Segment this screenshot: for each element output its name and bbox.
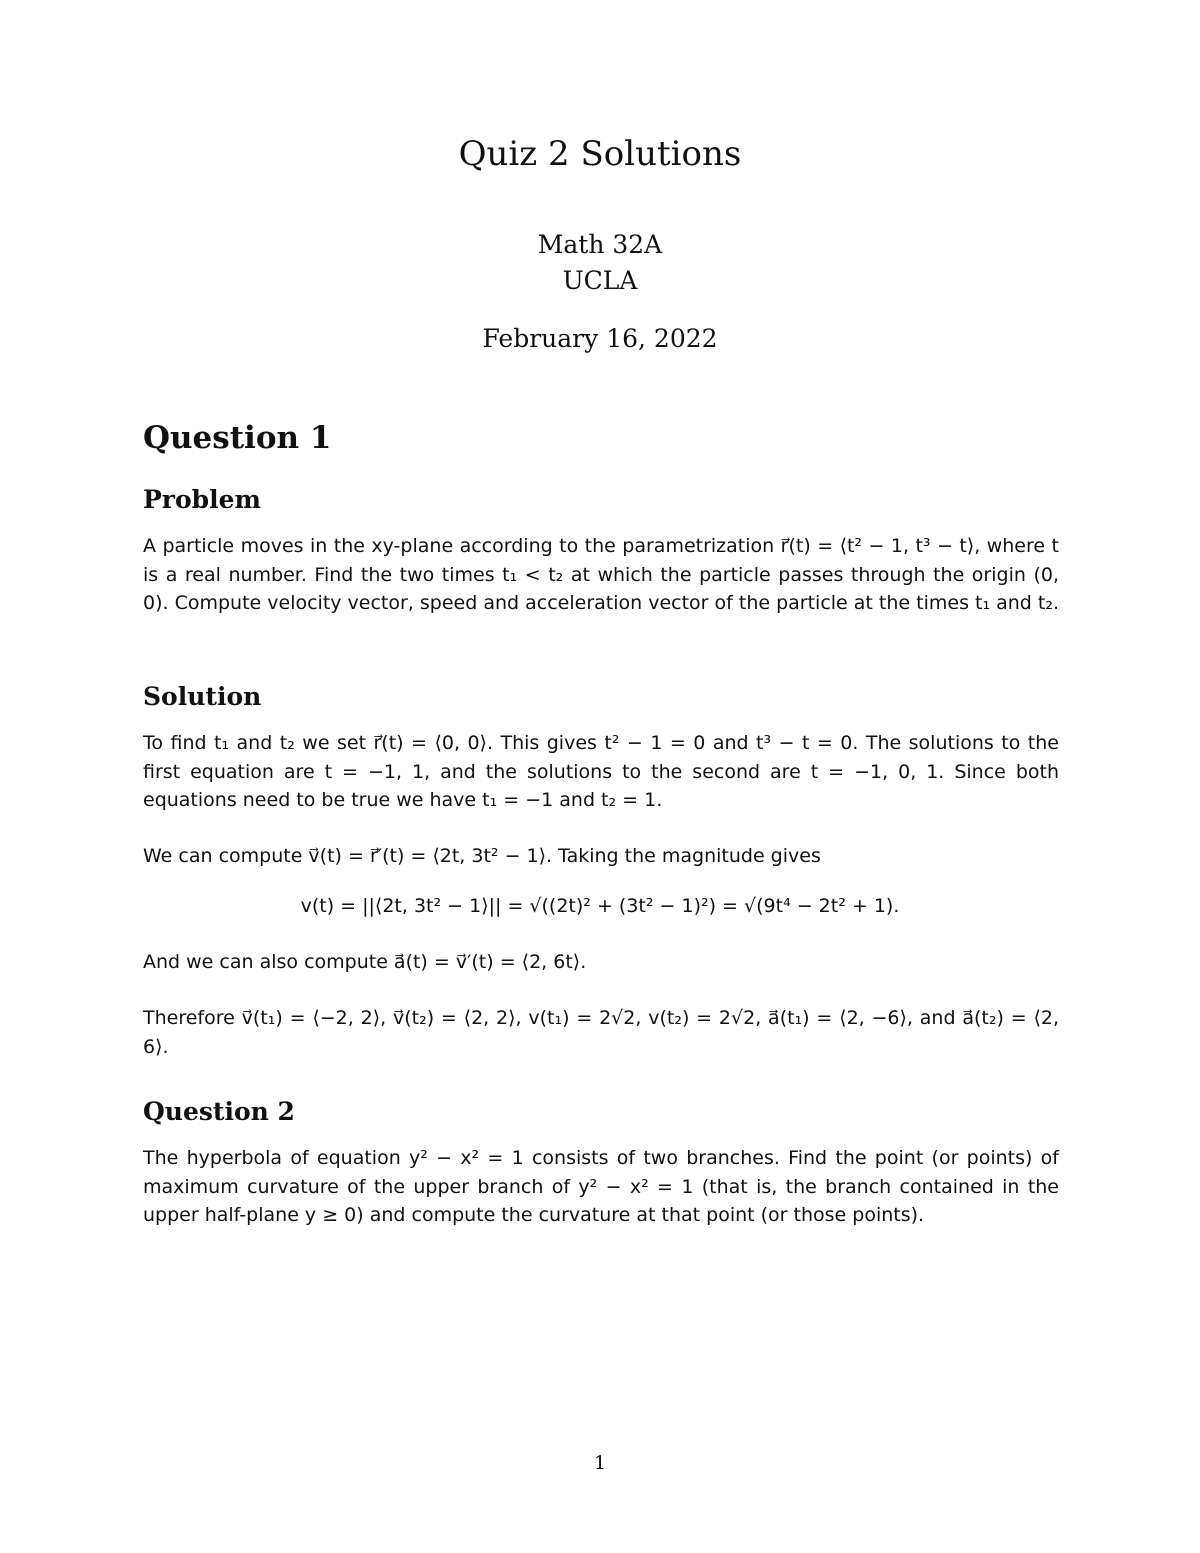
solution-paragraph-2: We can compute v⃗(t) = r⃗′(t) = ⟨2t, 3t² − 1⟩. Taking the magnitude gives [143, 845, 821, 867]
problem-heading: Problem [143, 485, 261, 514]
solution-heading: Solution [143, 682, 262, 711]
school-name: UCLA [562, 266, 638, 295]
course-name: Math 32A [537, 230, 663, 259]
problem-text: A particle moves in the xy-plane according to the parametrization r⃗(t) = ⟨t² − 1, t³ − t⟩, where t is a real number. Find the two times t₁ < t₂ at which the particle passes through the origin (0, 0). Compute velocity vector, speed and acceleration vector of the particle at the times t₁ and t₂. [143, 535, 1059, 614]
document-date: February 16, 2022 [482, 324, 718, 353]
solution-paragraph-3: And we can also compute a⃗(t) = v⃗′(t) = ⟨2, 6t⟩. [143, 951, 587, 973]
question-2-heading: Question 2 [143, 1097, 295, 1126]
question-1-heading: Question 1 [143, 420, 332, 456]
document-title: Quiz 2 Solutions [458, 134, 742, 174]
solution-paragraph-4: Therefore v⃗(t₁) = ⟨−2, 2⟩, v⃗(t₂) = ⟨2, 2⟩, v(t₁) = 2√2, v(t₂) = 2√2, a⃗(t₁) = ⟨2, −6⟩, and a⃗(t₂) = ⟨2, 6⟩. [143, 1007, 1059, 1058]
question-2-text: The hyperbola of equation y² − x² = 1 consists of two branches. Find the point (or points) of maximum curvature of the upper branch of y² − x² = 1 (that is, the branch contained in the upper half-plane y ≥ 0) and compute the curvature at that point (or those points). [143, 1147, 1059, 1226]
page-number: 1 [593, 1452, 607, 1474]
speed-equation: v(t) = ||⟨2t, 3t² − 1⟩|| = √((2t)² + (3t² − 1)²) = √(9t⁴ − 2t² + 1). [300, 895, 900, 917]
solution-paragraph-1: To find t₁ and t₂ we set r⃗(t) = ⟨0, 0⟩. This gives t² − 1 = 0 and t³ − t = 0. The solutions to the first equation are t = −1, 1, and the solutions to the second are t = −1, 0, 1. Since both equations need to be true we have t₁ = −1 and t₂ = 1. [143, 732, 1059, 811]
